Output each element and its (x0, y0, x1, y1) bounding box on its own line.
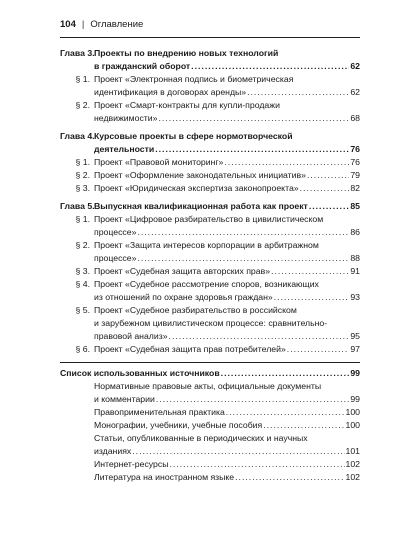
toc-line-text: Проект «Юридическая экспертиза законопроекта» (94, 183, 299, 193)
section-number: § 2. (75, 240, 90, 250)
section-entry[interactable] (60, 213, 360, 239)
chapter-entry[interactable] (60, 47, 360, 73)
section-entry[interactable] (60, 278, 360, 304)
toc-line (94, 471, 360, 484)
toc-line-text: процессе» (94, 227, 137, 237)
toc-line-text: Проект «Цифровое разбирательство в цивилистическом (94, 214, 324, 224)
section-entry[interactable] (60, 265, 360, 278)
dot-leader (271, 265, 349, 278)
dot-leader (300, 182, 350, 195)
toc-line-text: Проекты по внедрению новых технологий (94, 48, 279, 58)
entry-title (94, 239, 360, 265)
dot-leader (191, 60, 349, 73)
section-number: § 2. (75, 170, 90, 180)
toc-line-text: Монографии, учебники, учебные пособия (94, 420, 263, 430)
toc-line (94, 278, 360, 291)
section-number: § 4. (75, 279, 90, 289)
toc-line-text: изданиях (94, 446, 132, 456)
entry-title (94, 182, 360, 195)
section-entry[interactable] (60, 182, 360, 195)
toc-line (94, 265, 360, 278)
bibliography-item[interactable] (60, 419, 360, 432)
page-ref: 68 (350, 113, 360, 123)
bibliography-section (60, 367, 360, 484)
running-header (60, 17, 360, 33)
entry-title (94, 200, 360, 213)
page-ref: 99 (350, 368, 360, 378)
section-entry[interactable] (60, 343, 360, 356)
chapter-number: Глава 4. (60, 131, 95, 141)
dot-leader (307, 169, 349, 182)
page-ref: 76 (350, 157, 360, 167)
bibliography-item[interactable] (60, 471, 360, 484)
toc-line (94, 143, 360, 156)
page-ref: 62 (350, 87, 360, 97)
bibliography-item[interactable] (60, 458, 360, 471)
toc-line (60, 367, 360, 380)
chapter-entry[interactable] (60, 200, 360, 213)
section-number: § 3. (75, 183, 90, 193)
toc-line (94, 200, 360, 213)
entry-title (94, 278, 360, 304)
toc-line (94, 419, 360, 432)
dot-leader (235, 471, 344, 484)
dot-leader (274, 291, 350, 304)
section-entry[interactable] (60, 169, 360, 182)
toc-line (94, 252, 360, 265)
entry-title (94, 99, 360, 125)
toc-line (94, 291, 360, 304)
page-ref: 93 (350, 292, 360, 302)
toc-line-text: из отношений по охране здоровья граждан» (94, 292, 273, 302)
toc-entries (60, 47, 360, 356)
section-number: § 6. (75, 344, 90, 354)
dot-leader (137, 226, 349, 239)
toc-line-text: правовой анализ» (94, 331, 168, 341)
toc-line-text: Статьи, опубликованные в периодических и научных (94, 433, 308, 443)
toc-line-text: Проект «Судебная защита авторских прав» (94, 266, 271, 276)
toc-line-text: Список использованных источников (60, 368, 220, 378)
dot-leader (169, 458, 344, 471)
entry-title (94, 73, 360, 99)
toc-line-text: Проект «Судебное разбирательство в российском (94, 305, 297, 315)
toc-line-text: в гражданский оборот (94, 61, 191, 71)
section-entry[interactable] (60, 99, 360, 125)
chapter-number: Глава 5. (60, 201, 95, 211)
dot-leader (309, 200, 350, 213)
entry-title (94, 343, 360, 356)
page-ref: 100 (345, 407, 360, 417)
bibliography-item-title (94, 406, 360, 419)
page-ref: 62 (350, 61, 360, 71)
bibliography-title (60, 367, 360, 380)
bibliography-heading[interactable] (60, 367, 360, 380)
toc-line (94, 239, 360, 252)
page-ref: 102 (345, 472, 360, 482)
toc-line (94, 60, 360, 73)
section-number: § 3. (75, 266, 90, 276)
toc-line (94, 304, 360, 317)
page-ref: 95 (350, 331, 360, 341)
section-number: § 2. (75, 100, 90, 110)
dot-leader (155, 143, 349, 156)
toc-line (94, 169, 360, 182)
toc-line-text: деятельности (94, 144, 155, 154)
section-entry[interactable] (60, 304, 360, 343)
toc-line-text: Проект «Судебное рассмотрение споров, возникающих (94, 279, 319, 289)
bibliography-item-title (94, 432, 360, 458)
page-number: 104 (60, 19, 76, 30)
dot-leader (137, 252, 349, 265)
bibliography-item[interactable] (60, 406, 360, 419)
table-of-contents (60, 42, 360, 484)
toc-line (94, 226, 360, 239)
toc-line-text: Выпускная квалификационная работа как проект (94, 201, 308, 211)
toc-line (94, 156, 360, 169)
toc-line-text: Проект «Электронная подпись и биометрическая (94, 74, 294, 84)
toc-line (94, 86, 360, 99)
dot-leader (287, 343, 350, 356)
toc-line-text: Правоприменительная практика (94, 407, 225, 417)
toc-line-text: Проект «Оформление законодательных инициатив» (94, 170, 306, 180)
section-number: § 1. (75, 214, 90, 224)
toc-line-text: идентификация в договорах аренды» (94, 87, 247, 97)
header-rule (60, 37, 360, 38)
toc-line-text: Интернет-ресурсы (94, 459, 169, 469)
toc-line-text: процессе» (94, 253, 137, 263)
toc-line-text: недвижимости» (94, 113, 158, 123)
toc-line (94, 182, 360, 195)
indent-spacer (60, 471, 94, 484)
bibliography-item-title (94, 419, 360, 432)
page-ref: 76 (350, 144, 360, 154)
page-ref: 101 (345, 446, 360, 456)
toc-line-text: Проект «Смарт-контракты для купли-продажи (94, 100, 280, 110)
page-ref: 102 (345, 459, 360, 469)
entry-title (94, 130, 360, 156)
toc-line (94, 458, 360, 471)
section-entry[interactable] (60, 73, 360, 99)
page-ref: 79 (350, 170, 360, 180)
page-ref: 86 (350, 227, 360, 237)
toc-line (94, 406, 360, 419)
dot-leader (132, 445, 344, 458)
page-ref: 85 (350, 201, 360, 211)
bibliography-item[interactable] (60, 432, 360, 458)
toc-line (94, 445, 360, 458)
toc-line-text: и зарубежном цивилистическом процессе: сравнительно- (94, 318, 328, 328)
dot-leader (247, 86, 349, 99)
bibliography-item[interactable] (60, 380, 360, 406)
indent-spacer (60, 419, 94, 432)
dot-leader (158, 112, 349, 125)
toc-line (94, 432, 360, 445)
toc-line-text: Проект «Защита интересов корпорации в арбитражном (94, 240, 319, 250)
section-entry[interactable] (60, 239, 360, 265)
page-ref: 97 (350, 344, 360, 354)
toc-line-text: Нормативные правовые акты, официальные документы (94, 381, 322, 391)
toc-line (94, 393, 360, 406)
entry-title (94, 47, 360, 73)
entry-title (94, 213, 360, 239)
running-title: Оглавление (90, 19, 144, 30)
toc-line (94, 330, 360, 343)
chapter-entry[interactable] (60, 130, 360, 156)
toc-line (94, 130, 360, 143)
toc-line-text: Курсовые проекты в сфере нормотворческой (94, 131, 293, 141)
toc-line (94, 343, 360, 356)
bibliography-item-title (94, 471, 360, 484)
page-ref: 91 (350, 266, 360, 276)
toc-line (94, 213, 360, 226)
chapter-number: Глава 3. (60, 48, 95, 58)
page-ref: 82 (350, 183, 360, 193)
toc-line (94, 317, 360, 330)
toc-line (94, 99, 360, 112)
entry-title (94, 265, 360, 278)
page-ref: 99 (350, 394, 360, 404)
dot-leader (156, 393, 350, 406)
toc-line (94, 47, 360, 60)
toc-line (94, 380, 360, 393)
section-number: § 5. (75, 305, 90, 315)
section-number: § 1. (75, 157, 90, 167)
dot-leader (224, 156, 349, 169)
dot-leader (226, 406, 345, 419)
dot-leader (221, 367, 350, 380)
entry-title (94, 156, 360, 169)
toc-line (94, 73, 360, 86)
dot-leader (169, 330, 350, 343)
section-number: § 1. (75, 74, 90, 84)
dot-leader (263, 419, 344, 432)
page-ref: 100 (345, 420, 360, 430)
bibliography-rule (60, 362, 360, 363)
bibliography-item-title (94, 458, 360, 471)
toc-line-text: Проект «Судебная защита прав потребителей» (94, 344, 286, 354)
page-ref: 88 (350, 253, 360, 263)
toc-line-text: и комментарии (94, 394, 155, 404)
toc-line (94, 112, 360, 125)
entry-title (94, 304, 360, 343)
header-separator: | (81, 19, 85, 30)
entry-title (94, 169, 360, 182)
indent-spacer (60, 432, 94, 458)
indent-spacer (60, 406, 94, 419)
indent-spacer (60, 458, 94, 471)
indent-spacer (60, 380, 94, 406)
toc-line-text: Проект «Правовой мониторинг» (94, 157, 224, 167)
section-entry[interactable] (60, 156, 360, 169)
bibliography-item-title (94, 380, 360, 406)
toc-line-text: Литература на иностранном языке (94, 472, 235, 482)
